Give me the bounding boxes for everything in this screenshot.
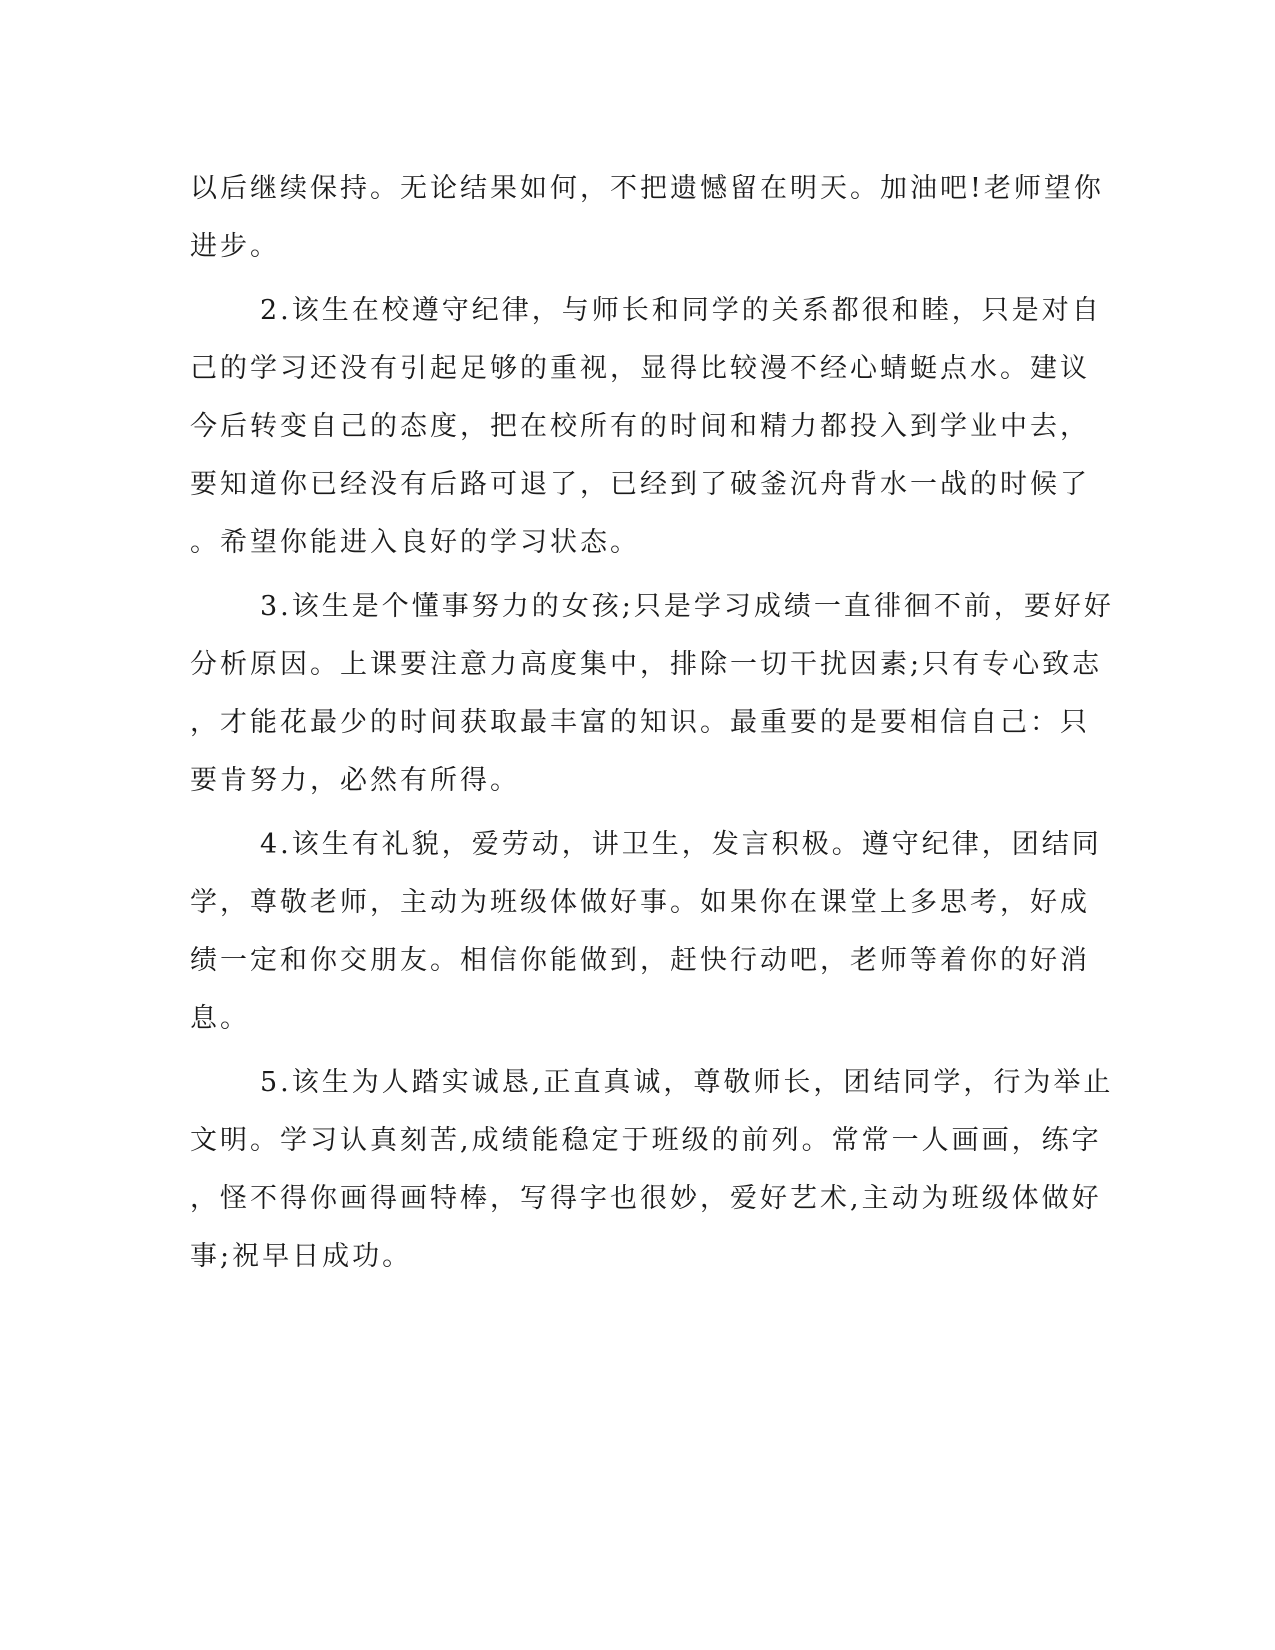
text-line: 绩一定和你交朋友。相信你能做到，赶快行动吧，老师等着你的好消 bbox=[190, 945, 1090, 976]
text-line: ，才能花最少的时间获取最丰富的知识。最重要的是要相信自己：只 bbox=[190, 707, 1090, 738]
text-line: 5.该生为人踏实诚恳,正直真诚，尊敬师长，团结同学，行为举止 bbox=[260, 1067, 1114, 1098]
paragraph-comment-2 bbox=[190, 282, 1102, 572]
text-line: 3.该生是个懂事努力的女孩;只是学习成绩一直徘徊不前，要好好 bbox=[260, 591, 1114, 622]
text-line: 2.该生在校遵守纪律，与师长和同学的关系都很和睦，只是对自 bbox=[260, 295, 1102, 326]
text-line: 己的学习还没有引起足够的重视，显得比较漫不经心蜻蜓点水。建议 bbox=[190, 353, 1090, 384]
text-line: 要肯努力，必然有所得。 bbox=[190, 765, 520, 796]
text-line: 4.该生有礼貌，爱劳动，讲卫生，发言积极。遵守纪律，团结同 bbox=[260, 829, 1102, 860]
text-line: 学，尊敬老师，主动为班级体做好事。如果你在课堂上多思考，好成 bbox=[190, 887, 1090, 918]
text-line: 进步。 bbox=[190, 231, 280, 262]
text-line: 文明。学习认真刻苦,成绩能稳定于班级的前列。常常一人画画，练字 bbox=[190, 1125, 1102, 1156]
text-line: 要知道你已经没有后路可退了，已经到了破釜沉舟背水一战的时候了 bbox=[190, 469, 1090, 500]
text-line: 今后转变自己的态度，把在校所有的时间和精力都投入到学业中去， bbox=[190, 411, 1090, 442]
paragraph-comment-5 bbox=[190, 1054, 1114, 1286]
text-line: ，怪不得你画得画特棒，写得字也很妙，爱好艺术,主动为班级体做好 bbox=[190, 1183, 1102, 1214]
paragraph-continuation bbox=[190, 160, 1104, 276]
text-line: 以后继续保持。无论结果如何，不把遗憾留在明天。加油吧!老师望你 bbox=[190, 173, 1104, 204]
text-line: 息。 bbox=[190, 1003, 250, 1034]
paragraph-comment-4 bbox=[190, 816, 1102, 1048]
document-body bbox=[190, 160, 1114, 1292]
text-line: 事;祝早日成功。 bbox=[190, 1241, 413, 1272]
text-line: 分析原因。上课要注意力高度集中，排除一切干扰因素;只有专心致志 bbox=[190, 649, 1103, 680]
paragraph-comment-3 bbox=[190, 578, 1114, 810]
text-line: 。希望你能进入良好的学习状态。 bbox=[190, 527, 640, 558]
